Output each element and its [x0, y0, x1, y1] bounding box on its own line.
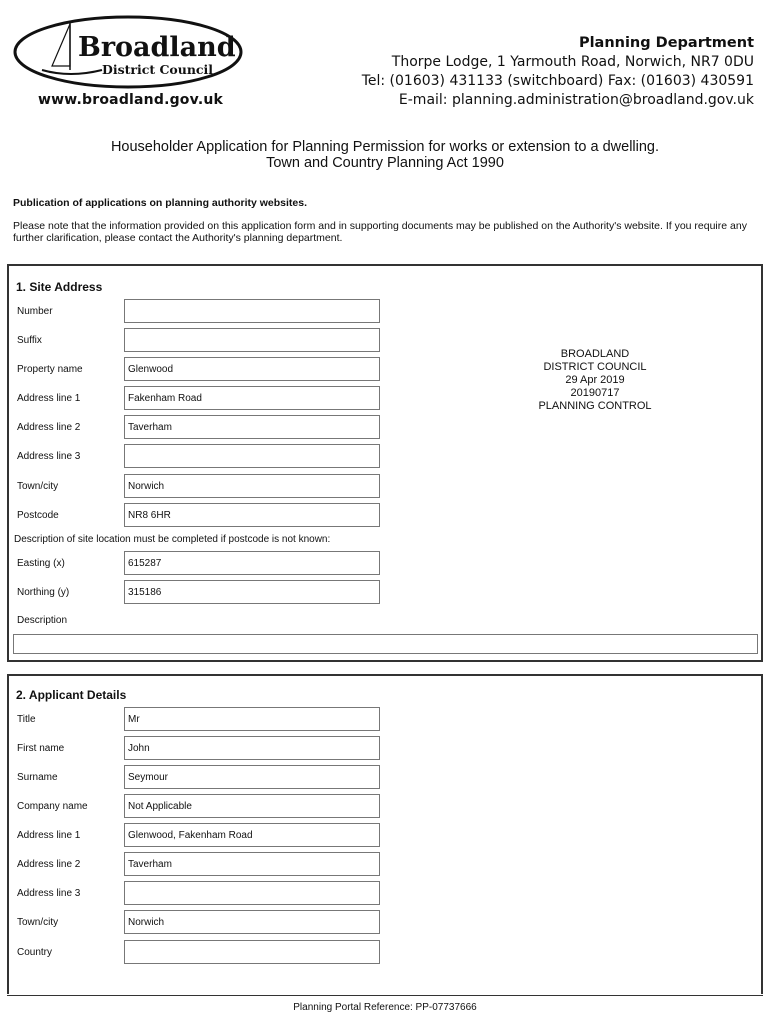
field-label: Surname: [17, 772, 58, 783]
department-address: Thorpe Lodge, 1 Yarmouth Road, Norwich, NR7 0DU: [391, 54, 754, 70]
field-northing: [9, 580, 389, 606]
publication-heading: Publication of applications on planning authority websites.: [13, 197, 308, 209]
field-label: Address line 2: [17, 859, 81, 870]
field-label: Northing (y): [17, 587, 70, 598]
address-line-1-input[interactable]: Fakenham Road: [124, 386, 380, 410]
field-label: Address line 3: [17, 888, 81, 899]
website-link[interactable]: www.broadland.gov.uk: [38, 92, 224, 108]
field-label: Address line 1: [17, 830, 81, 841]
department-title: Planning Department: [578, 35, 754, 51]
field-postcode: [9, 503, 389, 529]
field-label: First name: [17, 743, 65, 754]
field-address-line-1: [9, 386, 389, 412]
form-title-line1: Householder Application for Planning Permission for works or extension to a dwelling.: [110, 139, 660, 155]
postcode-input[interactable]: NR8 6HR: [124, 503, 380, 527]
form-title-line2: Town and Country Planning Act 1990: [266, 155, 504, 171]
field-label: Suffix: [17, 335, 42, 346]
logo-subtitle: District Council: [102, 62, 214, 77]
field-town-city: [9, 474, 389, 500]
address-line-3-input[interactable]: [124, 881, 380, 905]
field-number: [9, 299, 389, 325]
footer-divider: [7, 995, 763, 996]
section-title: 1. Site Address: [16, 280, 103, 294]
company-name-input[interactable]: Not Applicable: [124, 794, 380, 818]
address-line-2-input[interactable]: Taverham: [124, 852, 380, 876]
field-label: Property name: [17, 364, 83, 375]
address-line-2-input[interactable]: Taverham: [124, 415, 380, 439]
stamp-line: DISTRICT COUNCIL: [543, 361, 647, 373]
stamp-line: BROADLAND: [560, 348, 630, 360]
department-email: E-mail: planning.administration@broadland.gov.uk: [398, 92, 754, 108]
received-stamp: [520, 348, 670, 413]
field-address-line-1: [9, 823, 389, 849]
easting-input[interactable]: 615287: [124, 551, 380, 575]
stamp-ref: 20190717: [570, 387, 620, 399]
first-name-input[interactable]: John: [124, 736, 380, 760]
field-first-name: [9, 736, 389, 762]
department-phone: Tel: (01603) 431133 (switchboard) Fax: (01603) 430591: [361, 73, 754, 89]
town-city-input[interactable]: Norwich: [124, 910, 380, 934]
northing-input[interactable]: 315186: [124, 580, 380, 604]
publication-notice: Please note that the information provided on this application form and in supporting documents may be published on the Authority's website. If you require any further clarification, please contact the Authority's planning department.: [13, 220, 747, 244]
field-label: Address line 1: [17, 393, 81, 404]
field-country: [9, 940, 389, 966]
field-property-name: [9, 357, 389, 383]
property-name-input[interactable]: Glenwood: [124, 357, 380, 381]
address-line-3-input[interactable]: [124, 444, 380, 468]
field-address-line-2: [9, 415, 389, 441]
field-town-city: [9, 910, 389, 936]
location-note: Description of site location must be completed if postcode is not known:: [14, 534, 331, 545]
field-address-line-3: [9, 881, 389, 907]
field-company-name: [9, 794, 389, 820]
field-label: Postcode: [17, 510, 59, 521]
description-input[interactable]: [13, 634, 758, 654]
logo-emblem-icon: [12, 14, 247, 94]
stamp-date: 29 Apr 2019: [565, 374, 625, 386]
section-title: 2. Applicant Details: [16, 688, 127, 702]
description-label: Description: [17, 615, 68, 626]
field-surname: [9, 765, 389, 791]
country-input[interactable]: [124, 940, 380, 964]
field-label: Address line 3: [17, 451, 81, 462]
logo-name: Broadland: [78, 32, 236, 63]
field-label: Easting (x): [17, 558, 65, 569]
stamp-line: PLANNING CONTROL: [538, 400, 652, 412]
field-label: Number: [17, 306, 53, 317]
field-easting: [9, 551, 389, 577]
field-label: Title: [17, 714, 36, 725]
applicant-details-section: [7, 674, 763, 994]
field-label: Country: [17, 947, 53, 958]
field-label: Town/city: [17, 481, 59, 492]
site-address-section: [7, 264, 763, 662]
address-line-1-input[interactable]: Glenwood, Fakenham Road: [124, 823, 380, 847]
field-label: Address line 2: [17, 422, 81, 433]
portal-reference: Planning Portal Reference: PP-07737666: [293, 1002, 477, 1013]
title-input[interactable]: Mr: [124, 707, 380, 731]
field-address-line-3: [9, 444, 389, 470]
town-city-input[interactable]: Norwich: [124, 474, 380, 498]
field-label: Town/city: [17, 917, 59, 928]
department-contact: [362, 34, 754, 110]
number-input[interactable]: [124, 299, 380, 323]
field-suffix: [9, 328, 389, 354]
field-label: Company name: [17, 801, 88, 812]
field-address-line-2: [9, 852, 389, 878]
form-title: [0, 139, 770, 171]
suffix-input[interactable]: [124, 328, 380, 352]
surname-input[interactable]: Seymour: [124, 765, 380, 789]
field-title: [9, 707, 389, 733]
